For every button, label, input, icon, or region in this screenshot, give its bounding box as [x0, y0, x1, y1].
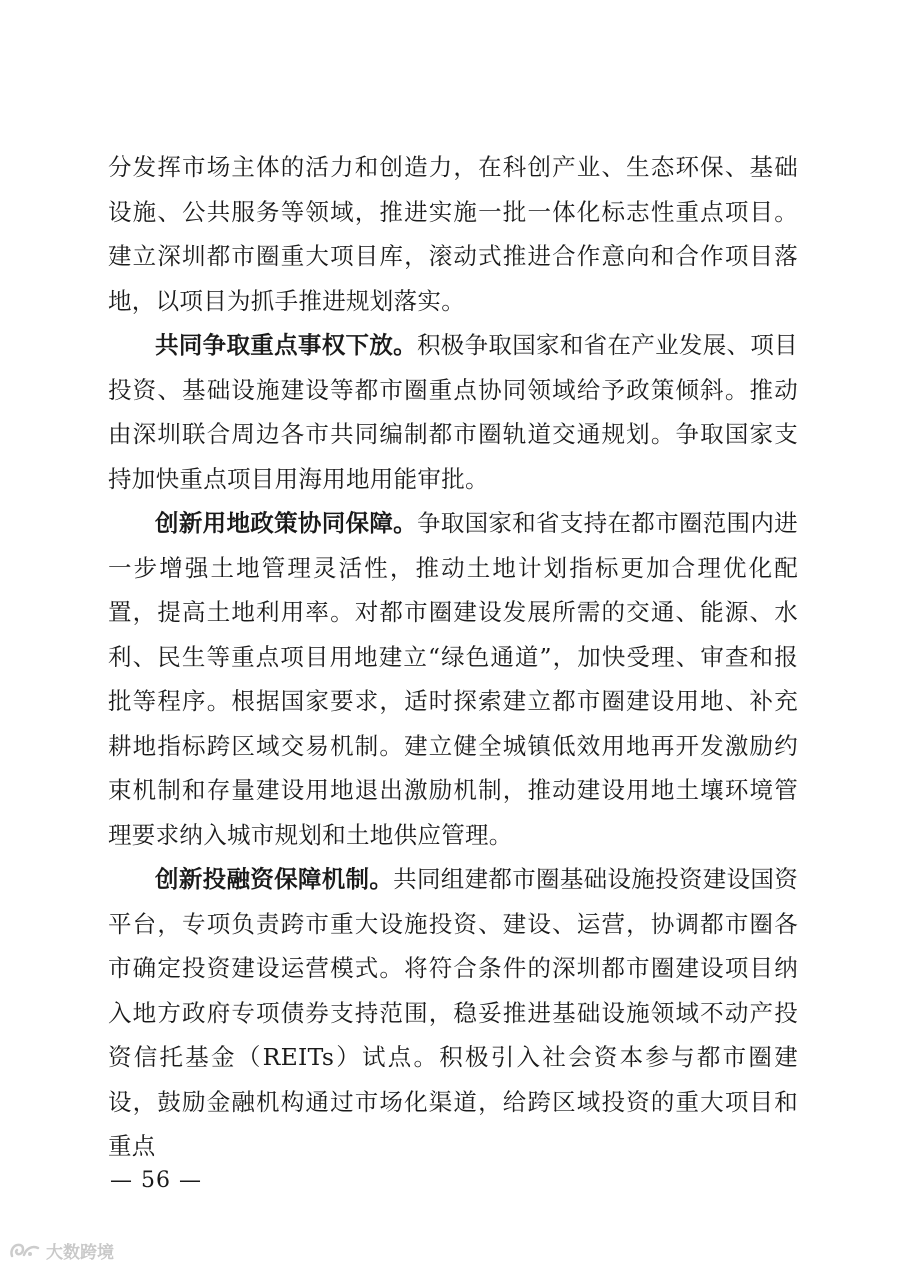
paragraph-3-lead: 创新用地政策协同保障。 — [155, 509, 417, 537]
paragraph-4-lead: 创新投融资保障机制。 — [155, 865, 394, 893]
paragraph-4 — [108, 857, 798, 1169]
paragraph-2 — [108, 323, 798, 501]
paragraph-1 — [108, 145, 798, 323]
paragraph-2-text: 积极争取国家和省在产业发展、项目投资、基础设施建设等都市圈重点协同领域给予政策倾斜。推动由深圳联合周边各市共同编制都市圈轨道交通规划。争取国家支持加快重点项目用海用地用能审批。 — [108, 331, 798, 493]
document-body — [108, 145, 798, 1169]
paragraph-4-text: 共同组建都市圈基础设施投资建设国资平台，专项负责跨市重大设施投资、建设、运营，协调都市圈各市确定投资建设运营模式。将符合条件的深圳都市圈建设项目纳入地方政府专项债券支持范围，稳妥推进基础设施领域不动产投资信托基金（REITs）试点。积极引入社会资本参与都市圈建设，鼓励金融机构通过市场化渠道，给跨区域投资的重大项目和重点 — [108, 865, 798, 1160]
page-number: — 56 — — [110, 1168, 202, 1193]
watermark-text: 大数跨境 — [46, 1243, 114, 1263]
paragraph-1-text: 分发挥市场主体的活力和创造力，在科创产业、生态环保、基础设施、公共服务等领域，推进实施一批一体化标志性重点项目。建立深圳都市圈重大项目库，滚动式推进合作意向和合作项目落地，以项目为抓手推进规划落实。 — [108, 153, 798, 315]
brand-logo-icon — [8, 1240, 42, 1262]
watermark — [8, 1238, 114, 1263]
paragraph-3-text: 争取国家和省支持在都市圈范围内进一步增强土地管理灵活性，推动土地计划指标更加合理优化配置，提高土地利用率。对都市圈建设发展所需的交通、能源、水利、民生等重点项目用地建立“绿色通道”，加快受理、审查和报批等程序。根据国家要求，适时探索建立都市圈建设用地、补充耕地指标跨区域交易机制。建立健全城镇低效用地再开发激励约束机制和存量建设用地退出激励机制，推动建设用地土壤环境管理要求纳入城市规划和土地供应管理。 — [108, 509, 798, 849]
paragraph-2-lead: 共同争取重点事权下放。 — [155, 331, 417, 359]
paragraph-3 — [108, 501, 798, 857]
